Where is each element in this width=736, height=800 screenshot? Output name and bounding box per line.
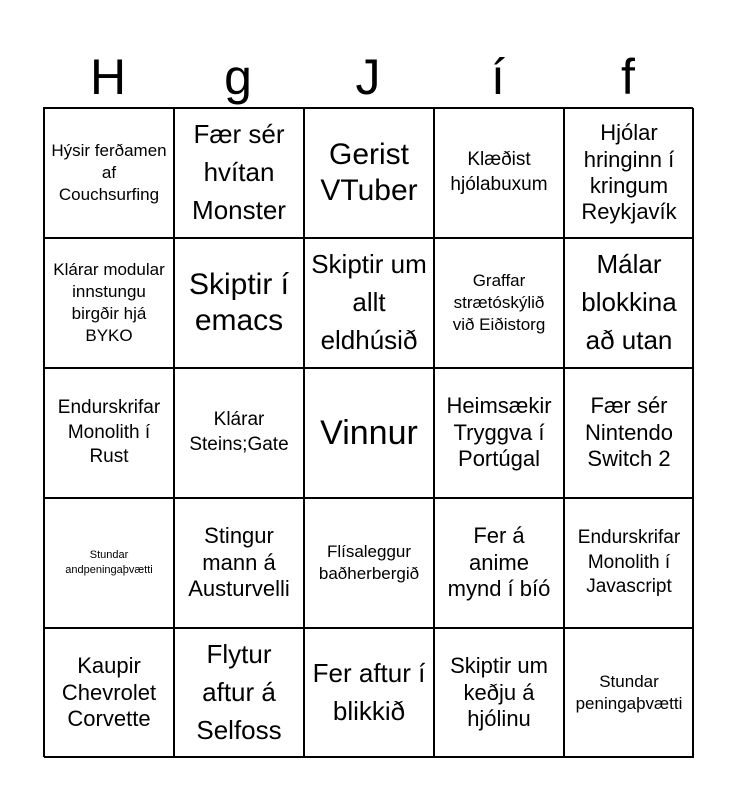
header-letter-1: H (89, 49, 127, 105)
header-letter-4: í (491, 49, 505, 105)
bingo-cell[interactable]: Stingur mann á Austurvelli (174, 498, 304, 628)
bingo-cell[interactable]: Stundar peningaþvætti (564, 628, 694, 758)
bingo-cell[interactable]: Gerist VTuber (304, 108, 434, 238)
bingo-cell[interactable]: Klæðist hjólabuxum (434, 108, 564, 238)
bingo-cell[interactable]: Klárar Steins;Gate (174, 368, 304, 498)
bingo-board (43, 107, 693, 757)
bingo-cell[interactable]: Flytur aftur á Selfoss (174, 628, 304, 758)
bingo-cell[interactable]: Fær sér hvítan Monster (174, 108, 304, 238)
bingo-cell[interactable]: Fær sér Nintendo Switch 2 (564, 368, 694, 498)
bingo-cell[interactable]: Hýsir ferðamen af Couchsurfing (44, 108, 174, 238)
bingo-cell[interactable]: Skiptir um allt eldhúsið (304, 238, 434, 368)
bingo-cell[interactable]: Málar blokkina að utan (564, 238, 694, 368)
header-letter-5: f (621, 49, 635, 105)
bingo-cell[interactable]: Stundar andpeningaþvætti (44, 498, 174, 628)
bingo-cell[interactable]: Endurskrifar Monolith í Rust (44, 368, 174, 498)
bingo-cell[interactable]: Fer á anime mynd í bíó (434, 498, 564, 628)
bingo-cell[interactable]: Heimsækir Tryggva í Portúgal (434, 368, 564, 498)
header-letter-3: J (355, 49, 381, 105)
bingo-cell[interactable]: Skiptir í emacs (174, 238, 304, 368)
bingo-cell[interactable]: Kaupir Chevrolet Corvette (44, 628, 174, 758)
bingo-cell[interactable]: Flísaleggur baðherbergið (304, 498, 434, 628)
header-letter-2: g (224, 49, 252, 105)
bingo-header (43, 48, 693, 106)
bingo-cell[interactable]: Endurskrifar Monolith í Javascript (564, 498, 694, 628)
bingo-cell[interactable]: Klárar modular innstungu birgðir hjá BYKO (44, 238, 174, 368)
bingo-cell[interactable]: Hjólar hringinn í kringum Reykjavík (564, 108, 694, 238)
bingo-cell[interactable]: Graffar strætóskýlið við Eiðistorg (434, 238, 564, 368)
bingo-cell[interactable]: Skiptir um keðju á hjólinu (434, 628, 564, 758)
bingo-cell[interactable]: Fer aftur í blikkið (304, 628, 434, 758)
bingo-cell-free[interactable]: Vinnur (304, 368, 434, 498)
